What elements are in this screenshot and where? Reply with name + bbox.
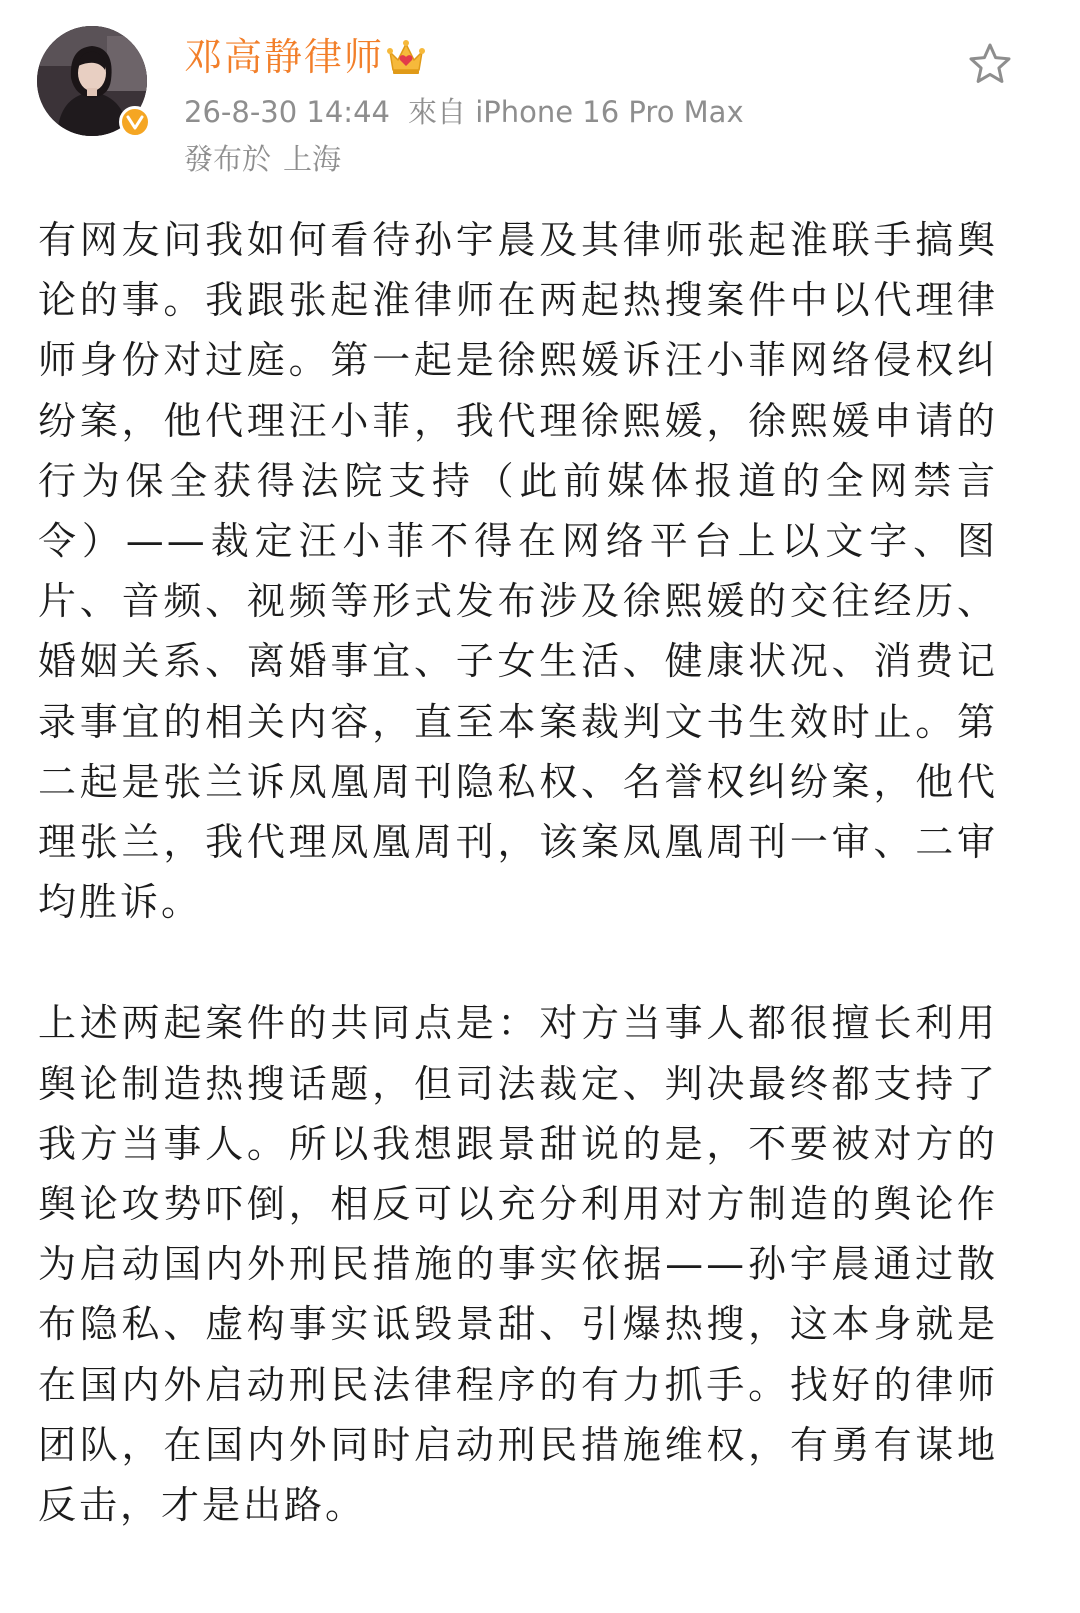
post-body <box>38 210 998 1535</box>
post-source: 來自 iPhone 16 Pro Max <box>407 95 744 129</box>
post-location <box>184 141 341 177</box>
post-meta <box>184 94 744 130</box>
location-value: 上海 <box>283 142 342 176</box>
post-timestamp: 26-8-30 14:44 <box>184 95 390 129</box>
location-label: 發布於 <box>184 142 272 176</box>
verified-v-icon <box>119 106 151 138</box>
author-name[interactable]: 邓高静律师 <box>184 35 385 79</box>
post-paragraph-2: 上述两起案件的共同点是：对方当事人都很擅长利用舆论制造热搜话题，但司法裁定、判决最终都支持了我方当事人。所以我想跟景甜说的是，不要被对方的舆论攻势吓倒，相反可以充分利用对方制造的舆论作为启动国内外刑民措施的事实依据——孙宇晨通过散布隐私、虚构事实诋毁景甜、引爆热搜，这本身就是在国内外启动刑民法律程序的有力抓手。找好的律师团队，在国内外同时启动刑民措施维权，有勇有谋地反击，才是出路。 <box>38 1001 998 1528</box>
avatar[interactable] <box>37 26 147 136</box>
post-paragraph-1: 有网友问我如何看待孙宇晨及其律师张起淮联手搞舆论的事。我跟张起淮律师在两起热搜案件中以代理律师身份对过庭。第一起是徐熙媛诉汪小菲网络侵权纠纷案，他代理汪小菲，我代理徐熙媛，徐熙媛申请的行为保全获得法院支持（此前媒体报道的全网禁言令）——裁定汪小菲不得在网络平台上以文字、图片、音频、视频等形式发布涉及徐熙媛的交往经历、婚姻关系、离婚事宜、子女生活、健康状况、消费记录事宜的相关内容，直至本案裁判文书生效时止。第二起是张兰诉凤凰周刊隐私权、名誉权纠纷案，他代理张兰，我代理凤凰周刊，该案凤凰周刊一审、二审均胜诉。 <box>38 218 998 925</box>
star-outline-icon <box>966 40 1014 88</box>
favorite-button[interactable] <box>966 40 1014 88</box>
post-header <box>0 0 1080 190</box>
crown-icon <box>386 38 426 76</box>
